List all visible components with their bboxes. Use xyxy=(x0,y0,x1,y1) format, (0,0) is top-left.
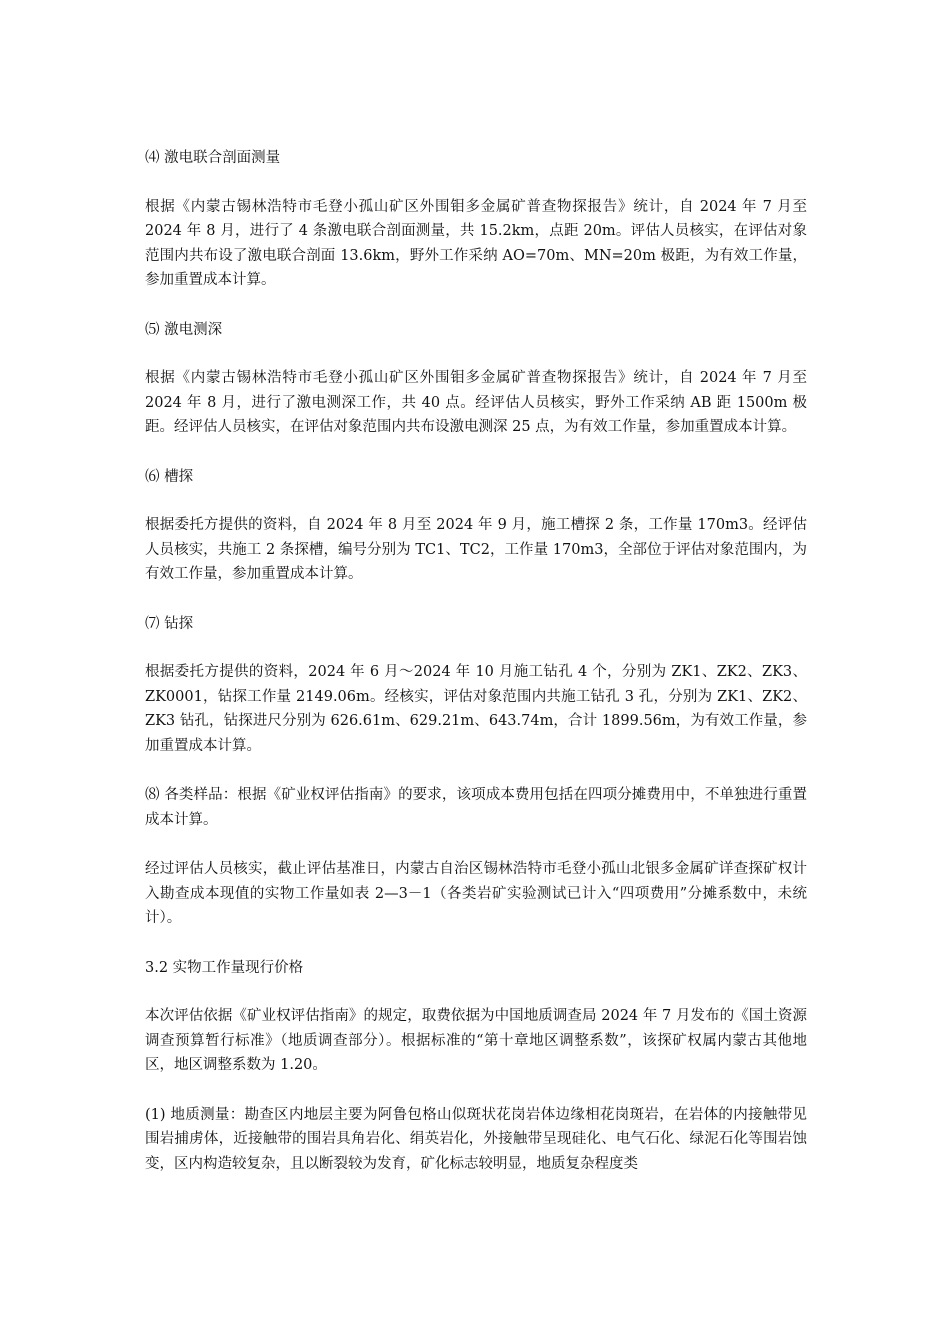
section-heading-ip-sounding: ⑸ 激电测深 xyxy=(145,321,223,338)
paragraph-ip-sounding: 根据《内蒙古锡林浩特市毛登小孤山矿区外围钼多金属矿普查物探报告》统计，自 2024 年 7 月至 2024 年 8 月，进行了激电测深工作，共 40 点。经评估人员核实，野外工作采纳 AB 距 1500m 极距。经评估人员核实，在评估对象范围内共布设激电测深 25 点，为有效工作量，参加重置成本计算。 xyxy=(145,370,807,435)
section-heading-ip-profile: ⑷ 激电联合剖面测量 xyxy=(145,150,281,166)
section-heading-drilling: ⑺ 钻探 xyxy=(145,615,194,632)
section-heading-current-prices: 3.2 实物工作量现行价格 xyxy=(145,959,304,976)
paragraph-pricing-basis: 本次评估依据《矿业权评估指南》的规定，取费依据为中国地质调查局 2024 年 7 月发布的《国土资源调查预算暂行标准》（地质调查部分）。根据标准的“第十章地区调整系数”，该探矿权属内蒙古其他地区，地区调整系数为 1.20。 xyxy=(145,1008,807,1073)
paragraph-trenching: 根据委托方提供的资料，自 2024 年 8 月至 2024 年 9 月，施工槽探 2 条，工作量 170m3。经评估人员核实，共施工 2 条探槽，编号分别为 TC1、TC2，工作量 170m3，全部位于评估对象范围内，为有效工作量，参加重置成本计算。 xyxy=(145,517,807,582)
paragraph-ip-profile: 根据《内蒙古锡林浩特市毛登小孤山矿区外围钼多金属矿普查物探报告》统计，自 2024 年 7 月至 2024 年 8 月，进行了 4 条激电联合剖面测量，共 15.2km，点距 20m。评估人员核实，在评估对象范围内共布设了激电联合剖面 13.6km，野外工作采纳 AO=70m、MN=20m 极距，为有效工作量，参加重置成本计算。 xyxy=(145,198,807,288)
document-page xyxy=(145,146,807,1176)
paragraph-drilling: 根据委托方提供的资料，2024 年 6 月～2024 年 10 月施工钻孔 4 个，分别为 ZK1、ZK2、ZK3、ZK0001，钻探工作量 2149.06m。经核实，评估对象范围内共施工钻孔 3 孔，分别为 ZK1、ZK2、ZK3 钻孔，钻探进尺分别为 626.61m、629.21m、643.74m，合计 1899.56m，为有效工作量，参加重置成本计算。 xyxy=(145,664,807,754)
paragraph-geological-survey: (1) 地质测量：勘查区内地层主要为阿鲁包格山似斑状花岗岩体边缘相花岗斑岩，在岩体的内接触带见围岩捕虏体，近接触带的围岩具角岩化、绢英岩化，外接触带呈现硅化、电气石化、绿泥石化等围岩蚀变，区内构造较复杂，且以断裂较为发育，矿化标志较明显，地质复杂程度类 xyxy=(145,1106,807,1172)
section-heading-trenching: ⑹ 槽探 xyxy=(145,468,194,485)
paragraph-workload-summary: 经过评估人员核实，截止评估基准日，内蒙古自治区锡林浩特市毛登小孤山北银多金属矿详查探矿权计入勘查成本现值的实物工作量如表 2—3－1（各类岩矿实验测试已计入“四项费用”分摊系数中，未统计）。 xyxy=(145,861,807,926)
paragraph-samples: ⑻ 各类样品：根据《矿业权评估指南》的要求，该项成本费用包括在四项分摊费用中，不单独进行重置成本计算。 xyxy=(145,787,807,828)
